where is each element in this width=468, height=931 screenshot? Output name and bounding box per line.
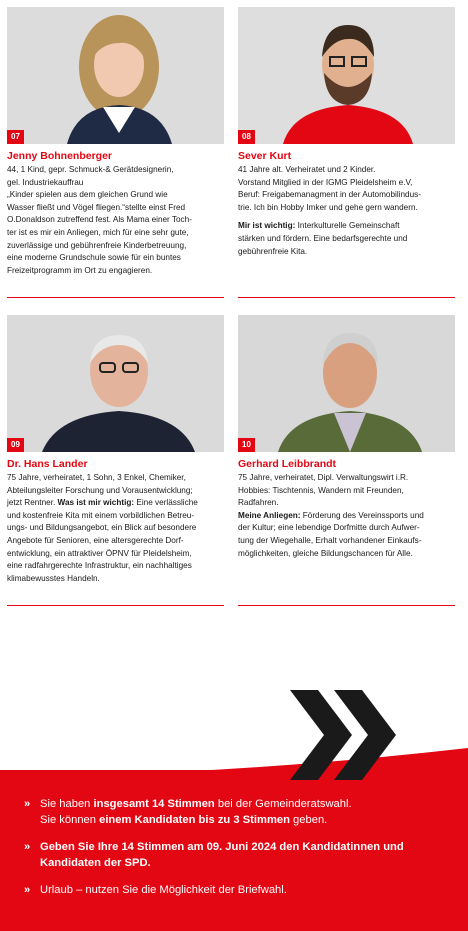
candidate-number: 08 <box>238 130 255 144</box>
info-bullet <box>24 882 454 898</box>
bio-text: Interkulturelle Gemeinschaft <box>295 221 400 231</box>
bio-line: eine radfahrgerechte Infrastruktur, ein nachhaltiges <box>7 561 192 571</box>
bio-line: gel. Industriekauffrau <box>7 177 84 187</box>
bio-line: Abteilungsleiter Forschung und Vorausentwicklung; <box>7 485 193 495</box>
bio-line: 44, 1 Kind, gepr. Schmuck-& Gerätdesignerin, <box>7 165 174 174</box>
text-bold: insgesamt 14 Stimmen <box>93 798 215 810</box>
bullet-text: Geben Sie Ihre 14 Stimmen am 09. Juni 2024 den Kandidatinnen und Kandidaten der SPD. <box>40 841 404 869</box>
divider <box>238 297 455 298</box>
bio-line <box>238 510 455 523</box>
bio-line: Wasser fließt und Vögel fliegen.“stellte einst Fred <box>7 202 186 212</box>
bio-line: klimabewusstes Handeln. <box>7 573 100 583</box>
divider <box>7 605 224 606</box>
text-bold: einem Kandidaten bis zu 3 Stimmen <box>99 814 290 826</box>
bio-line: zuverlässige und gebührenfreie Kinderbetreuung, <box>7 240 187 250</box>
candidate-photo <box>238 7 455 144</box>
bio-line: und kostenfreie Kita mit einem vorbildlichen Betreu- <box>7 510 195 520</box>
text: bei der Gemeinderatswahl. <box>214 798 352 810</box>
bullet-text: Urlaub – nutzen Sie die Möglichkeit der Briefwahl. <box>40 884 287 896</box>
candidate-name: Sever Kurt <box>238 150 292 162</box>
candidate-photo <box>238 315 455 452</box>
portrait-man-icon <box>238 315 455 452</box>
bio-text: jetzt Rentner. <box>7 498 58 508</box>
bio-bold-label: Mir ist wichtig: <box>238 221 296 231</box>
candidate-card-07 <box>7 7 224 277</box>
divider <box>7 297 224 298</box>
double-chevron-icon <box>290 690 410 780</box>
portrait-man-icon <box>238 7 455 144</box>
bio-line: stärken und fördern. Eine bedarfsgerechte und <box>238 233 408 243</box>
bio-line: tung der Wiegehalle, Erhalt vorhandener Einkaufs- <box>238 535 422 545</box>
candidate-bio <box>238 164 455 258</box>
bio-bold-label: Meine Anliegen: <box>238 510 301 520</box>
portrait-man-icon <box>7 315 224 452</box>
candidate-name: Dr. Hans Lander <box>7 458 88 470</box>
candidate-photo <box>7 7 224 144</box>
bio-line: entwicklung, ein attraktiver ÖPNV für Pleidelsheim, <box>7 548 192 558</box>
candidate-name: Jenny Bohnenberger <box>7 150 113 162</box>
candidate-card-10 <box>238 315 455 560</box>
candidate-number: 07 <box>7 130 24 144</box>
portrait-woman-icon <box>7 7 224 144</box>
bio-bold-label: Was ist mir wichtig: <box>57 498 135 508</box>
bio-line: Hobbies: Tischtennis, Wandern mit Freunden, <box>238 485 404 495</box>
text: geben. <box>289 814 328 826</box>
bio-line <box>238 220 455 233</box>
bio-text: Eine verlässliche <box>134 498 198 508</box>
bullet-mark: » <box>24 798 31 810</box>
candidate-card-09 <box>7 315 224 585</box>
candidate-name: Gerhard Leibbrandt <box>238 458 337 470</box>
voting-info <box>24 796 454 909</box>
text: Sie haben <box>40 798 94 810</box>
bio-line: 41 Jahre alt. Verheiratet und 2 Kinder. <box>238 165 376 174</box>
candidate-card-08 <box>238 7 455 258</box>
bio-line: Radfahren. <box>238 498 279 508</box>
bullet-mark: » <box>24 884 31 896</box>
bullet-mark: » <box>24 841 31 853</box>
bio-line: Angebote für Senioren, eine altersgerechte Dorf- <box>7 535 184 545</box>
divider <box>238 605 455 606</box>
bio-line: der Kultur; eine lebendige Dorfmitte durch Aufwer- <box>238 523 420 533</box>
text: Sie können <box>40 814 100 826</box>
info-bullet <box>24 796 454 828</box>
bio-line: Beruf: Freigabemanagment in der Automobilindus- <box>238 190 421 200</box>
bio-line: trie. Ich bin Hobby Imker und gehe gern wandern. <box>238 202 418 212</box>
candidate-bio <box>7 472 224 585</box>
bio-line: Freizeitprogramm im Ort zu engagieren. <box>7 265 153 275</box>
candidate-bio <box>7 164 224 277</box>
candidate-bio <box>238 472 455 560</box>
bio-line: ungs- und Bildungsangebot, ein Blick auf besondere <box>7 523 197 533</box>
bio-line: gebührenfreie Kita. <box>238 246 308 256</box>
candidate-photo <box>7 315 224 452</box>
bio-line: Vorstand Mitglied in der IGMG Pleidelsheim e.V, <box>238 177 413 187</box>
bio-text: Förderung des Vereinssports und <box>300 510 424 520</box>
bio-line: 75 Jahre, verheiratet, Dipl. Verwaltungswirt i.R. <box>238 473 409 482</box>
bio-line: O.Donaldson zutreffend fest. Als Mama einer Toch- <box>7 215 192 225</box>
bio-line: ter ist es mir ein Anliegen, mich für eine sehr gute, <box>7 227 189 237</box>
candidate-number: 10 <box>238 438 255 452</box>
bio-line: möglichkeiten, gleiche Bildungschancen für Alle. <box>238 548 413 558</box>
bio-line: eine moderne Grundschule sowie für ein buntes <box>7 253 181 263</box>
bio-line: 75 Jahre, verheiratet, 1 Sohn, 3 Enkel, Chemiker, <box>7 473 186 482</box>
candidate-number: 09 <box>7 438 24 452</box>
bullet-text <box>40 796 352 828</box>
info-bullet <box>24 839 454 871</box>
bio-line <box>7 497 224 510</box>
bio-line: „Kinder spielen aus dem gleichen Grund wie <box>7 190 168 200</box>
